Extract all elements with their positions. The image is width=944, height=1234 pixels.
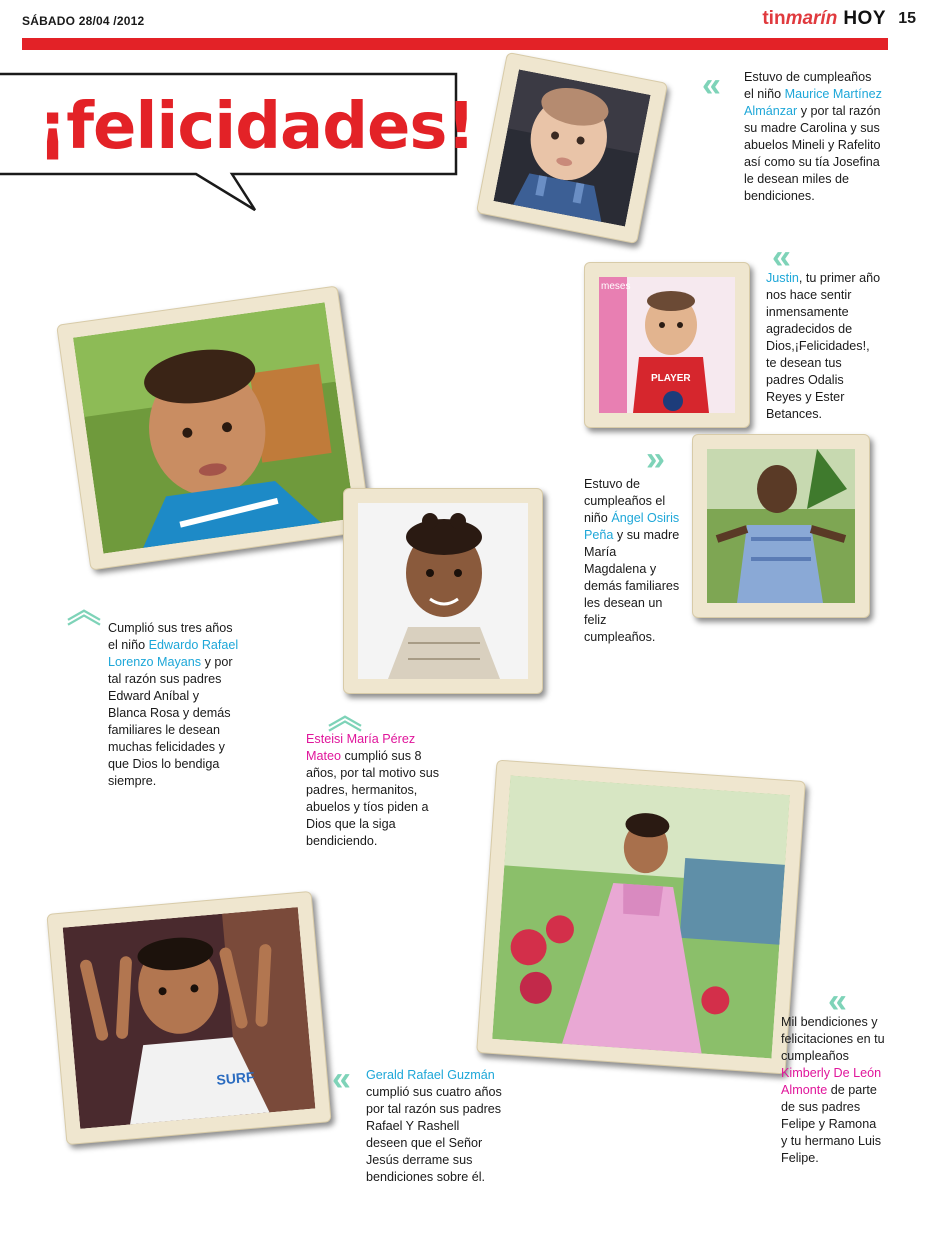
arrow-right-icon: »: [646, 440, 665, 478]
caption-justin: Justin, tu primer año nos hace sentir inmensamente agradecidos de Dios,¡Felicidades!, te desean tus padres Odalis Reyes y Ester Betances.: [766, 271, 881, 421]
issue-date: SÁBADO 28/04 /2012: [22, 14, 145, 28]
caption-esteisi: Esteisi María Pérez Mateo cumplió sus 8 años, por tal motivo sus padres, hermanitos, abuelos y tíos piden a Dios que la siga bendiciendo.: [306, 732, 439, 848]
girl-photo: [358, 503, 528, 679]
photo-frame-justin: [584, 262, 750, 428]
boy-peace-sign-photo: [63, 907, 316, 1129]
boy-photo: [73, 302, 355, 553]
arrow-left-icon: «: [828, 982, 847, 1020]
girl-in-pink-dress-photo: [492, 776, 790, 1059]
page-title: ¡felicidades!: [38, 90, 475, 164]
arrow-up-icon: ︽: [328, 698, 362, 736]
photo-frame-gerald: [46, 891, 331, 1145]
arrow-left-icon: «: [702, 66, 721, 104]
caption-maurice: Estuvo de cumpleaños el niño Maurice Martínez Almánzar y por tal razón su madre Carolina y sus abuelos Mineli y Rafelito así como su tía Josefina le desean miles de bendiciones.: [744, 70, 882, 203]
arrow-left-icon: «: [332, 1060, 351, 1098]
arrow-up-icon: ︽: [67, 592, 101, 630]
boy-outdoor-photo: [707, 449, 855, 603]
arrow-left-icon: «: [772, 238, 791, 276]
shirt-text: SURF: [215, 1068, 256, 1088]
photo-frame-edwardo: [56, 285, 372, 570]
shirt-text: PLAYER: [651, 373, 691, 384]
photo-frame-maurice: [476, 52, 668, 244]
caption-edwardo: Cumplió sus tres años el niño Edwardo Rafael Lorenzo Mayans y por tal razón sus padres Edward Aníbal y Blanca Rosa y demás familiares le desean muchas felicidades y que Dios lo bendiga siempre.: [108, 621, 239, 788]
photo-frame-esteisi: [343, 488, 543, 694]
baby-photo: [493, 69, 650, 226]
caption-gerald: Gerald Rafael Guzmán cumplió sus cuatro años por tal razón sus padres Rafael Y Rashell deseen que el Señor Jesús derrame sus bendiciones sobre él.: [366, 1068, 502, 1184]
header-red-bar: [22, 38, 888, 50]
caption-kimberly: Mil bendiciones y felicitaciones en tu cumpleaños Kimberly De León Almonte de parte de sus padres Felipe y Ramona y tu hermano Luis Felipe.: [781, 1015, 885, 1165]
banner-text: meses: [601, 281, 631, 292]
toddler-photo: [599, 277, 735, 413]
caption-angel: Estuvo de cumpleaños el niño Ángel Osiris Peña y su madre María Magdalena y demás familiares les desean un feliz cumpleaños.: [584, 477, 680, 644]
page-number: 15: [898, 10, 916, 27]
brand-logo[interactable]: tinmarín HOY: [762, 8, 886, 29]
photo-frame-kimberly: [476, 760, 806, 1075]
photo-frame-angel: [692, 434, 870, 618]
